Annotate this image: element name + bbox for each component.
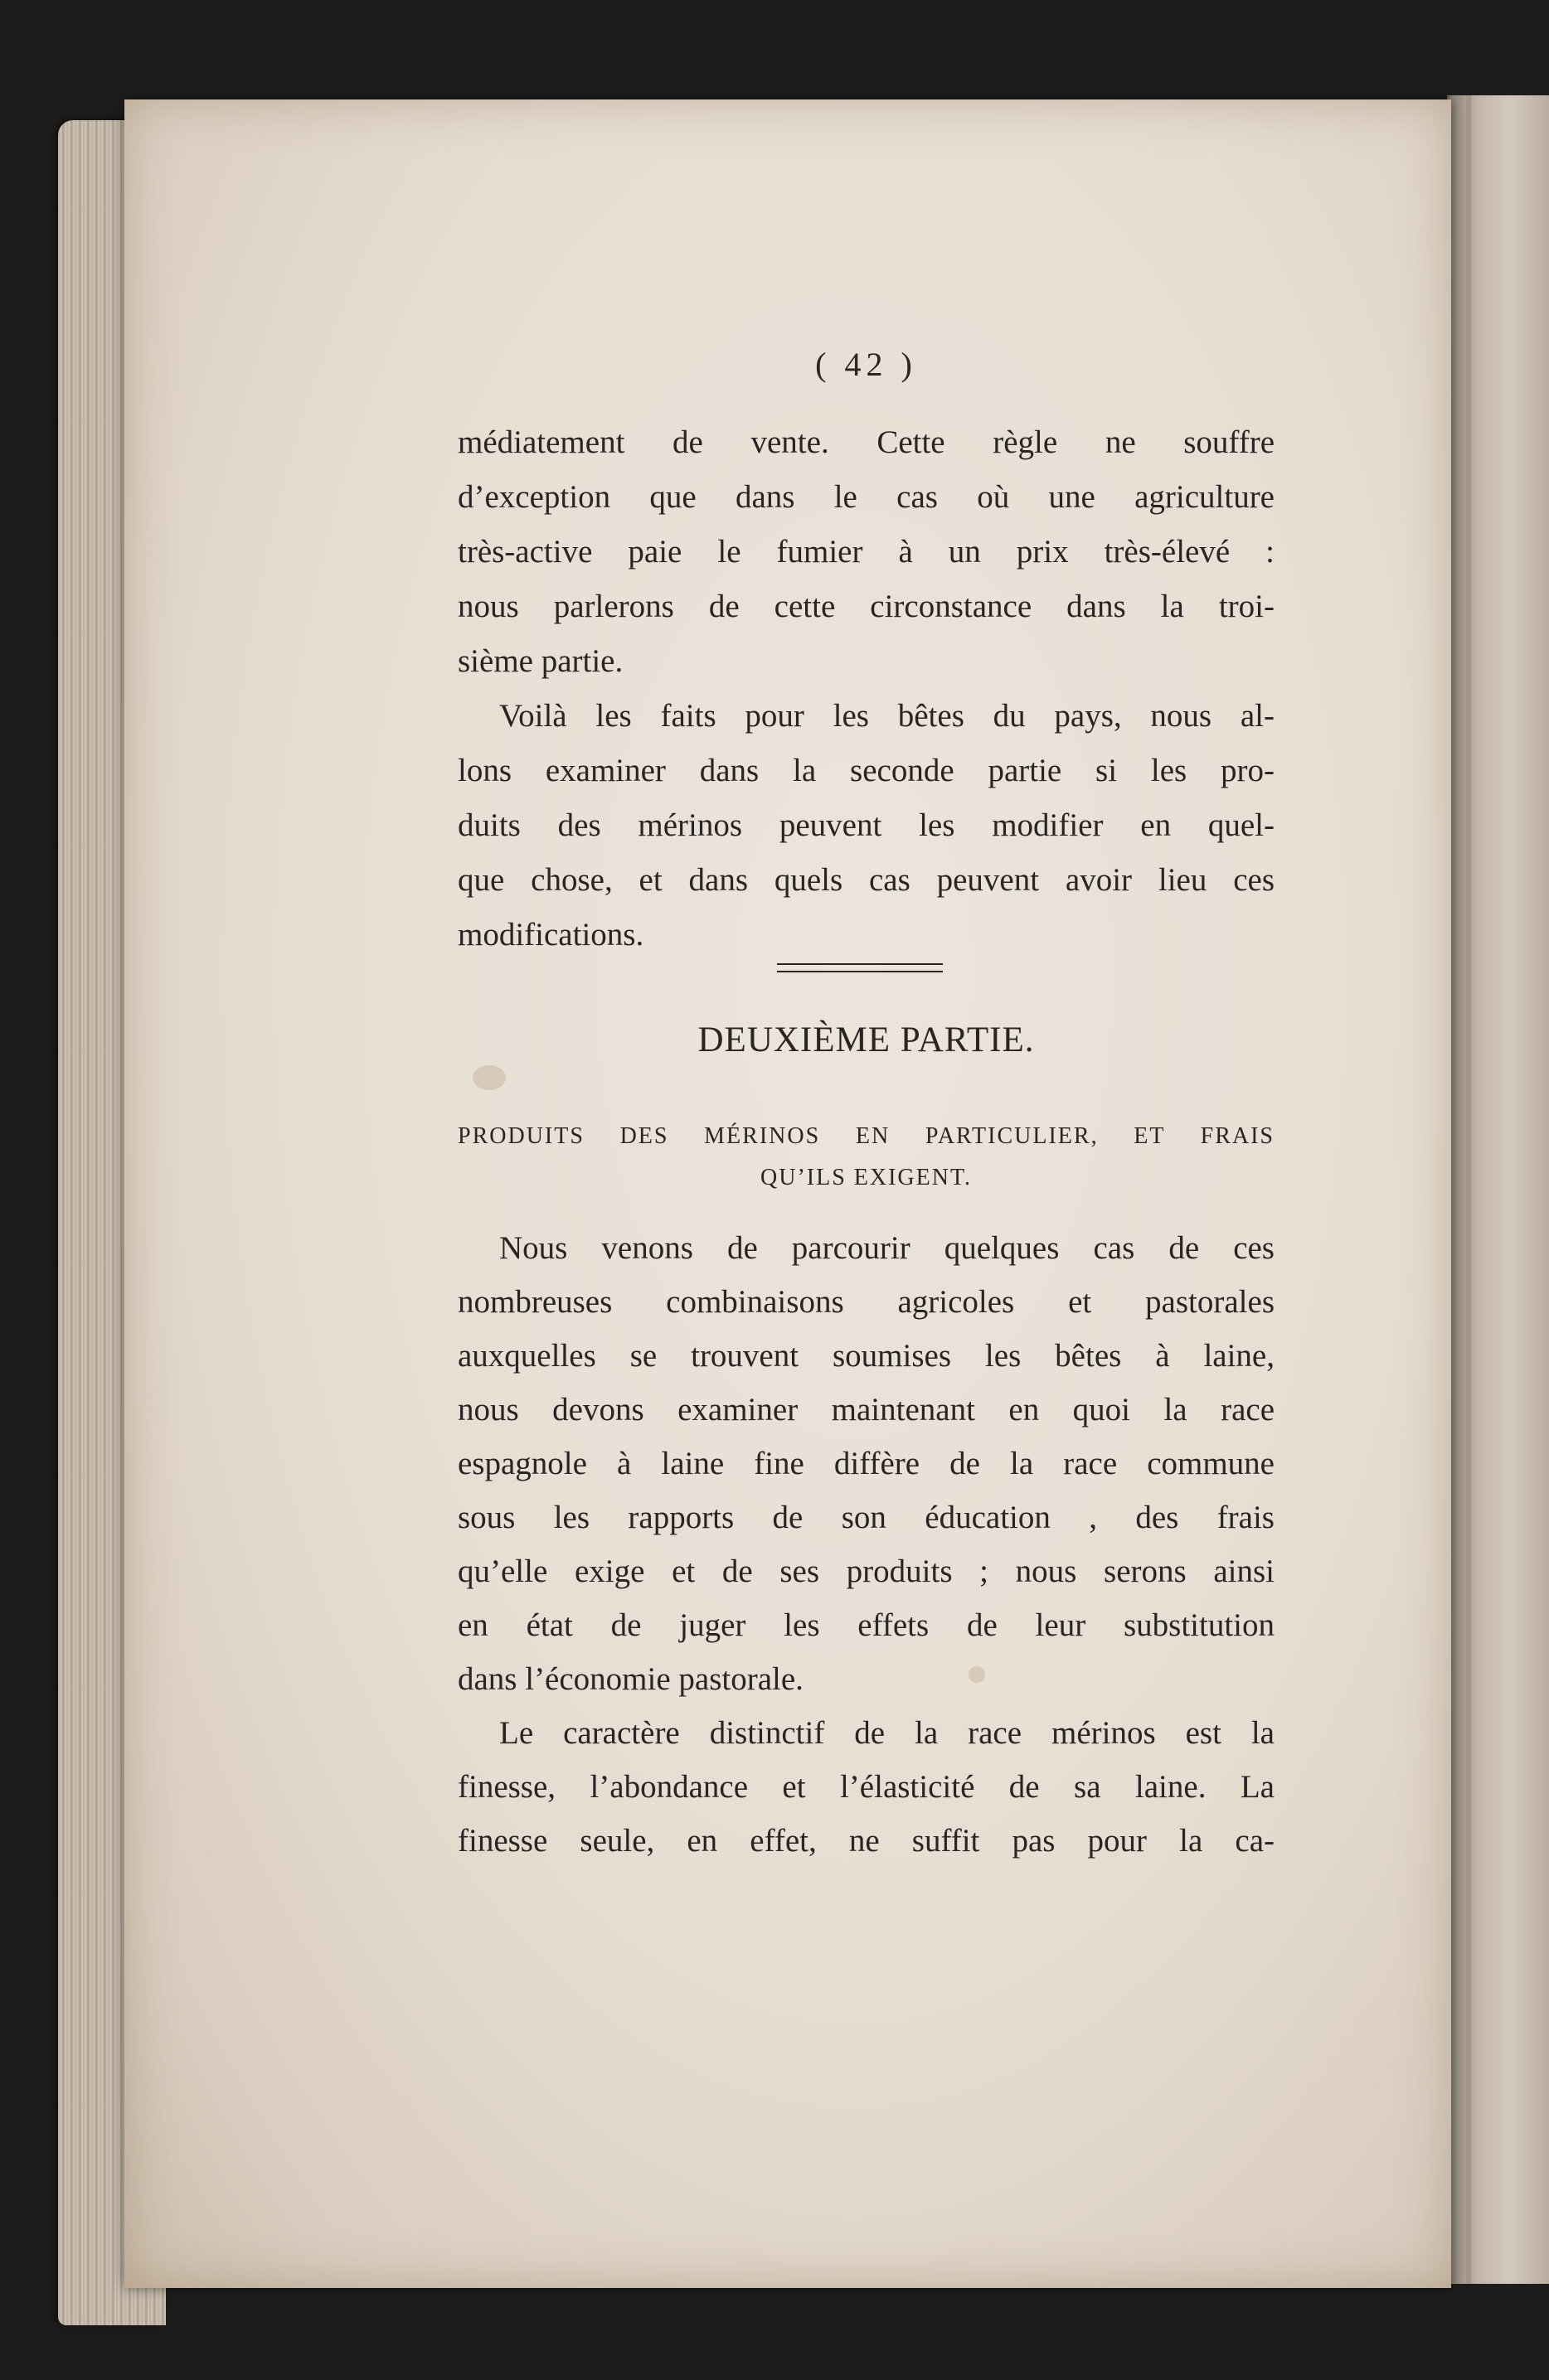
paragraph-line: nous parlerons de cette circonstance dans la troi-	[458, 589, 1275, 624]
section-title: DEUXIÈME PARTIE.	[697, 1020, 1035, 1059]
paragraph-line: duits des mérinos peuvent les modifier en quel-	[458, 807, 1275, 843]
paragraph-line: médiatement de vente. Cette règle ne souffre	[458, 424, 1275, 460]
paragraph-line: nombreuses combinaisons agricoles et pastorales	[458, 1284, 1275, 1320]
paragraph-line: finesse, l’abondance et l’élasticité de sa laine. La	[458, 1769, 1275, 1805]
paragraph-line: nous devons examiner maintenant en quoi la race	[458, 1392, 1275, 1428]
paragraph-line: en état de juger les effets de leur substitution	[458, 1607, 1275, 1643]
section-subtitle: PRODUITS DES MÉRINOS EN PARTICULIER, ET FRAIS	[458, 1123, 1275, 1149]
paragraph-line: Nous venons de parcourir quelques cas de ces	[499, 1230, 1275, 1266]
section-divider	[777, 963, 943, 972]
paragraph-line: d’exception que dans le cas où une agriculture	[458, 479, 1275, 515]
paragraph-line: sième partie.	[458, 643, 624, 679]
section-subtitle: QU’ILS EXIGENT.	[760, 1165, 972, 1190]
paragraph-line: qu’elle exige et de ses produits ; nous serons ainsi	[458, 1554, 1275, 1589]
paragraph-line: sous les rapports de son éducation , des frais	[458, 1500, 1275, 1535]
paragraph-line: espagnole à laine fine diffère de la race commune	[458, 1446, 1275, 1481]
paragraph-line: dans l’économie pastorale.	[458, 1661, 804, 1697]
page-number: ( 42 )	[815, 346, 917, 383]
paragraph-line: Voilà les faits pour les bêtes du pays, nous al-	[499, 698, 1275, 734]
paragraph-line: auxquelles se trouvent soumises les bêtes à laine,	[458, 1338, 1275, 1374]
paragraph-line: très-active paie le fumier à un prix très-élevé :	[458, 534, 1275, 570]
paper-stain	[473, 1065, 506, 1090]
paragraph-line: lons examiner dans la seconde partie si les pro-	[458, 753, 1275, 788]
paragraph-line: Le caractère distinctif de la race mérinos est la	[499, 1715, 1275, 1751]
adjacent-page-edge	[1447, 95, 1549, 2284]
paragraph-line: modifications.	[458, 917, 644, 952]
paragraph-line: finesse seule, en effet, ne suffit pas pour la ca-	[458, 1823, 1275, 1859]
paragraph-line: que chose, et dans quels cas peuvent avoir lieu ces	[458, 862, 1275, 898]
